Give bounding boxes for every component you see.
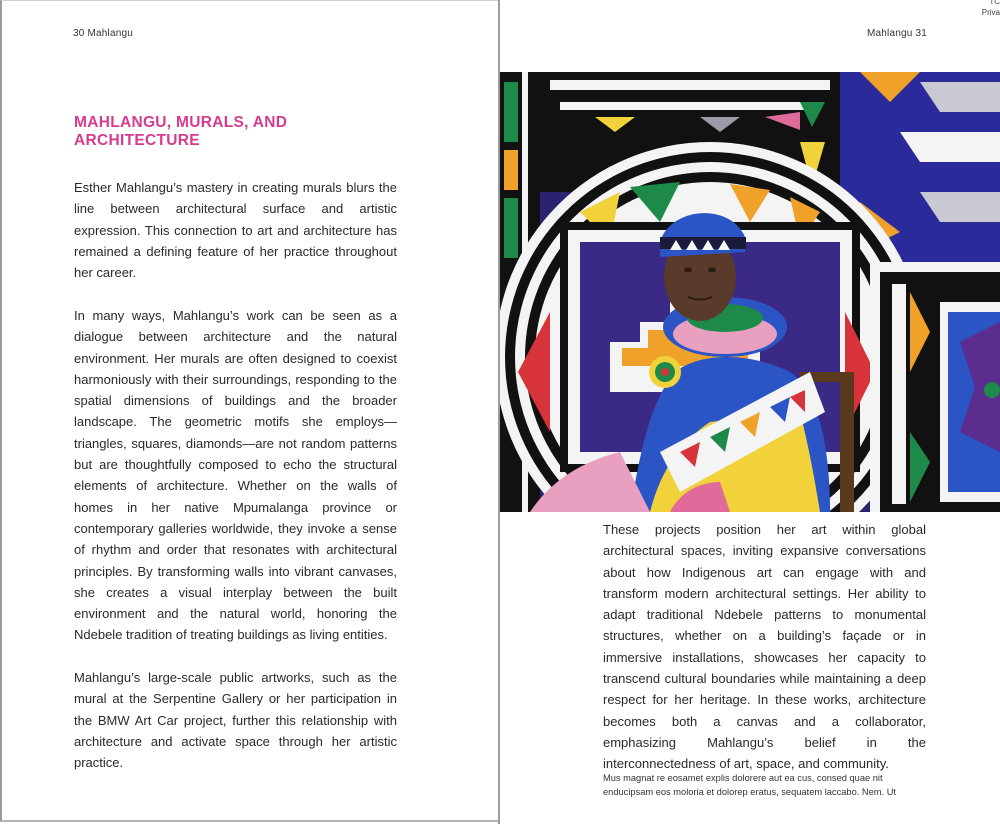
right-page-folio: Mahlangu 31 xyxy=(866,28,927,39)
left-paragraph-3: Mahlangu’s large-scale public artworks, such as the mural at the Serpentine Gallery or her participation in the BMW Art Car project, further this relationship with architecture and activate space through her artistic practice. xyxy=(74,670,397,771)
section-heading: MAHLANGU, MURALS, AND ARCHITECTURE xyxy=(74,114,288,149)
ndebele-mural-portrait-illustration xyxy=(500,72,1000,512)
photo-caption: Mus magnat re eosamet explis dolorere aut ea cus, consed quae nit enducipsam eos moloria et dolorep eratus, sequatem laccabo. Nem. Ut xyxy=(603,773,897,797)
left-paragraph-2: In many ways, Mahlangu’s work can be seen as a dialogue between architecture and the natural environment. Her murals are often designed to coexist harmoniously with their surroundings, responding to the spatial dimensions of buildings and the broader landscape. The geometric motifs she employs—triangles, squares, diamonds—are not random patterns but are thoughtfully composed to echo the structural elements of architecture. Whether on the walls of homes in her native Mpumalanga province or contemporary galleries worldwide, they invoke a sense of rhythm and order that resonates with architectural principles. By transforming walls into vibrant canvases, she creates a visual interplay between the built environment and the natural world, honoring the Ndebele tradition of treating buildings as living entities. xyxy=(74,308,397,643)
corner-mark-text: TC xyxy=(989,0,1000,6)
corner-note-text: Priva xyxy=(981,8,1000,17)
left-page-folio: 30 Mahlangu xyxy=(73,28,134,39)
portrait-photo xyxy=(500,72,1000,512)
left-paragraph-1: Esther Mahlangu’s mastery in creating murals blurs the line between architectural surface and artistic expression. This connection to art and architecture has remained a defining feature of her practice throughout her career. xyxy=(74,180,397,281)
right-paragraph-1: These projects position her art within global architectural spaces, inviting expansive conversations about how Indigenous art can engage with and transform modern architectural settings. Her ability to adapt traditional Ndebele patterns to monumental structures, whether on a building’s façade or in immersive installations, showcases her capacity to transcend cultural boundaries while maintaining a deep respect for her heritage. In these works, architecture becomes both a canvas and a collaborator, emphasizing Mahlangu’s belief in the interconnectedness of art, space, and community. xyxy=(603,522,926,772)
